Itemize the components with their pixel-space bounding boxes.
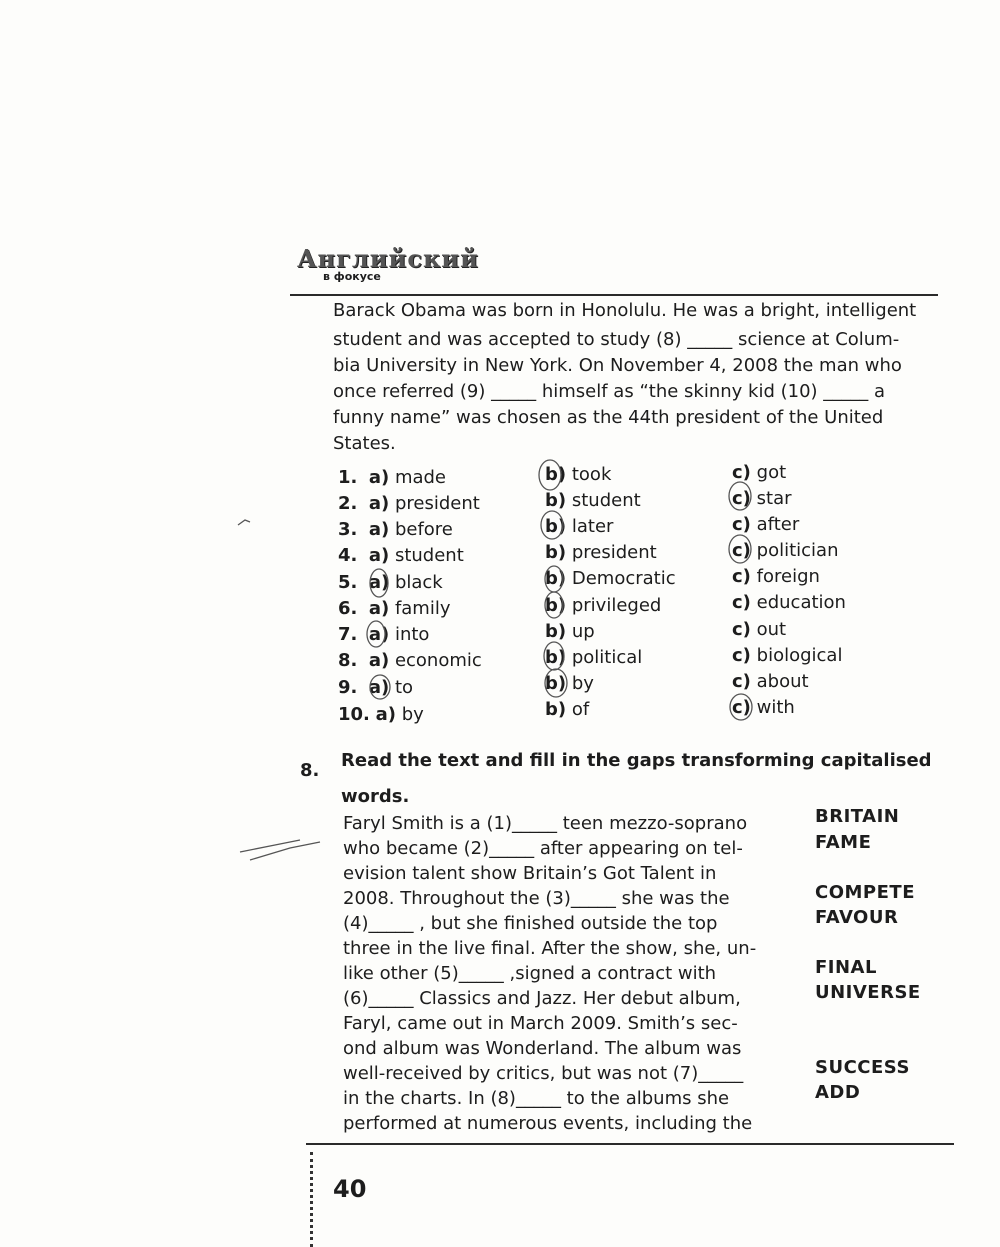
task-number: 8. xyxy=(300,760,320,781)
option-b: political xyxy=(571,647,643,668)
option-row xyxy=(338,493,480,514)
option-c: with xyxy=(756,697,795,718)
option-c: got xyxy=(756,462,787,483)
option-a: economic xyxy=(394,650,482,671)
option-b: president xyxy=(571,542,657,563)
passage-line: performed at numerous events, including the xyxy=(343,1113,753,1134)
option-b-cell xyxy=(545,542,657,563)
word-favour: FAVOUR xyxy=(815,907,899,928)
letter-a: a) xyxy=(368,493,390,514)
letter-c: c) xyxy=(732,462,751,483)
page-number: 40 xyxy=(333,1175,367,1203)
word-universe: UNIVERSE xyxy=(815,982,921,1003)
letter-c: c) xyxy=(732,540,751,561)
task-title-continued: words. xyxy=(341,786,410,807)
option-row xyxy=(338,519,453,540)
option-c-cell xyxy=(732,697,795,718)
option-b-cell xyxy=(545,699,589,720)
passage-line: who became (2)_____ after appearing on tel- xyxy=(343,838,743,859)
option-number: 6. xyxy=(338,598,358,619)
option-b-cell xyxy=(545,647,642,668)
option-c-cell xyxy=(732,514,799,535)
letter-b: b) xyxy=(545,647,567,668)
passage-line: Barack Obama was born in Honolulu. He was a bright, intelligent xyxy=(333,300,917,321)
letter-a: a) xyxy=(368,598,390,619)
letter-a: a) xyxy=(375,704,396,725)
word-success: SUCCESS xyxy=(815,1057,910,1078)
letter-c: c) xyxy=(732,488,751,509)
option-b: privileged xyxy=(571,595,662,616)
option-row xyxy=(338,572,443,593)
letter-a: a) xyxy=(368,650,390,671)
pencil-scribble xyxy=(240,840,320,860)
letter-a: a) xyxy=(368,624,390,645)
option-a: by xyxy=(401,704,424,725)
option-c-cell xyxy=(732,462,786,483)
letter-c: c) xyxy=(732,645,751,666)
option-a: family xyxy=(394,598,451,619)
option-number: 8. xyxy=(338,650,358,671)
option-b: student xyxy=(571,490,641,511)
passage-line: ond album was Wonderland. The album was xyxy=(343,1038,742,1059)
letter-b: b) xyxy=(545,595,567,616)
letter-c: c) xyxy=(732,697,751,718)
passage-line: student and was accepted to study (8) _____ science at Colum- xyxy=(333,329,900,350)
letter-c: c) xyxy=(732,514,751,535)
word-fame: FAME xyxy=(815,832,872,853)
option-a: made xyxy=(394,467,447,488)
passage-line: funny name” was chosen as the 44th president of the United xyxy=(333,407,884,428)
passage-line: Faryl, came out in March 2009. Smith’s sec- xyxy=(343,1013,738,1034)
passage-line: Faryl Smith is a (1)_____ teen mezzo-soprano xyxy=(343,813,748,834)
letter-a: a) xyxy=(368,545,390,566)
option-row xyxy=(338,545,464,566)
letter-b: b) xyxy=(545,568,567,589)
letter-c: c) xyxy=(732,671,751,692)
letter-a: a) xyxy=(368,572,390,593)
word-compete: COMPETE xyxy=(815,882,915,903)
dotted-margin xyxy=(310,1152,313,1247)
passage-line: 2008. Throughout the (3)_____ she was the xyxy=(343,888,730,909)
option-b: up xyxy=(571,621,595,642)
passage-line: once referred (9) _____ himself as “the skinny kid (10) _____ a xyxy=(333,381,886,402)
letter-b: b) xyxy=(545,516,567,537)
option-b-cell xyxy=(545,621,595,642)
header-rule xyxy=(290,294,938,296)
option-c-cell xyxy=(732,619,786,640)
letter-b: b) xyxy=(545,464,567,485)
letter-b: b) xyxy=(545,621,567,642)
footer-rule xyxy=(306,1143,954,1145)
letter-b: b) xyxy=(545,699,567,720)
option-b-cell xyxy=(545,516,613,537)
option-a: before xyxy=(394,519,453,540)
option-b: by xyxy=(571,673,594,694)
option-number: 9. xyxy=(338,677,358,698)
passage-line: three in the live final. After the show, she, un- xyxy=(343,938,757,959)
option-a: black xyxy=(394,572,443,593)
option-number: 3. xyxy=(338,519,358,540)
option-number: 10. xyxy=(338,704,370,725)
option-c: education xyxy=(756,592,846,613)
passage-line: (4)_____ , but she finished outside the top xyxy=(343,913,718,934)
word-add: ADD xyxy=(815,1082,861,1103)
letter-a: a) xyxy=(368,519,390,540)
option-number: 2. xyxy=(338,493,358,514)
letter-b: b) xyxy=(545,490,567,511)
option-number: 5. xyxy=(338,572,358,593)
option-row xyxy=(338,598,451,619)
letter-a: a) xyxy=(368,467,390,488)
passage-line: well-received by critics, but was not (7)_____ xyxy=(343,1063,744,1084)
letter-c: c) xyxy=(732,619,751,640)
word-final: FINAL xyxy=(815,957,877,978)
option-b-cell xyxy=(545,595,661,616)
option-b: Democratic xyxy=(571,568,676,589)
letter-c: c) xyxy=(732,592,751,613)
option-row xyxy=(338,650,482,671)
textbook-logo xyxy=(297,244,479,283)
option-a: to xyxy=(394,677,414,698)
option-c: after xyxy=(756,514,800,535)
logo-title: Английский xyxy=(297,244,479,273)
passage-line: States. xyxy=(333,433,396,454)
option-c-cell xyxy=(732,566,820,587)
option-number: 4. xyxy=(338,545,358,566)
option-a: into xyxy=(394,624,430,645)
passage-line: in the charts. In (8)_____ to the albums she xyxy=(343,1088,730,1109)
option-c: star xyxy=(756,488,792,509)
option-b: took xyxy=(571,464,612,485)
option-number: 7. xyxy=(338,624,358,645)
option-c-cell xyxy=(732,488,792,509)
option-b-cell xyxy=(545,464,611,485)
passage-line: evision talent show Britain’s Got Talent in xyxy=(343,863,717,884)
option-a: president xyxy=(394,493,480,514)
passage-line: (6)_____ Classics and Jazz. Her debut album, xyxy=(343,988,741,1009)
option-c-cell xyxy=(732,540,838,561)
option-b-cell xyxy=(545,673,594,694)
letter-b: b) xyxy=(545,673,567,694)
pencil-tick xyxy=(238,520,250,525)
letter-a: a) xyxy=(368,677,390,698)
option-c: biological xyxy=(756,645,843,666)
option-c: politician xyxy=(756,540,839,561)
passage-line: like other (5)_____ ,signed a contract with xyxy=(343,963,717,984)
option-number: 1. xyxy=(338,467,358,488)
passage-line: bia University in New York. On November 4, 2008 the man who xyxy=(333,355,902,376)
option-c-cell xyxy=(732,645,842,666)
option-c-cell xyxy=(732,671,809,692)
task-title: Read the text and fill in the gaps transforming capitalised xyxy=(341,750,932,771)
option-a: student xyxy=(394,545,464,566)
option-c: about xyxy=(756,671,809,692)
option-b: later xyxy=(571,516,614,537)
option-row xyxy=(338,677,413,698)
option-row xyxy=(338,624,429,645)
option-c: foreign xyxy=(756,566,820,587)
option-b: of xyxy=(571,699,590,720)
letter-b: b) xyxy=(545,542,567,563)
option-b-cell xyxy=(545,568,676,589)
logo-subtitle: в фокусе xyxy=(323,270,381,283)
option-c: out xyxy=(756,619,787,640)
option-b-cell xyxy=(545,490,641,511)
option-row xyxy=(338,467,446,488)
option-row xyxy=(338,704,424,725)
letter-c: c) xyxy=(732,566,751,587)
option-c-cell xyxy=(732,592,846,613)
word-britain: BRITAIN xyxy=(815,806,900,827)
